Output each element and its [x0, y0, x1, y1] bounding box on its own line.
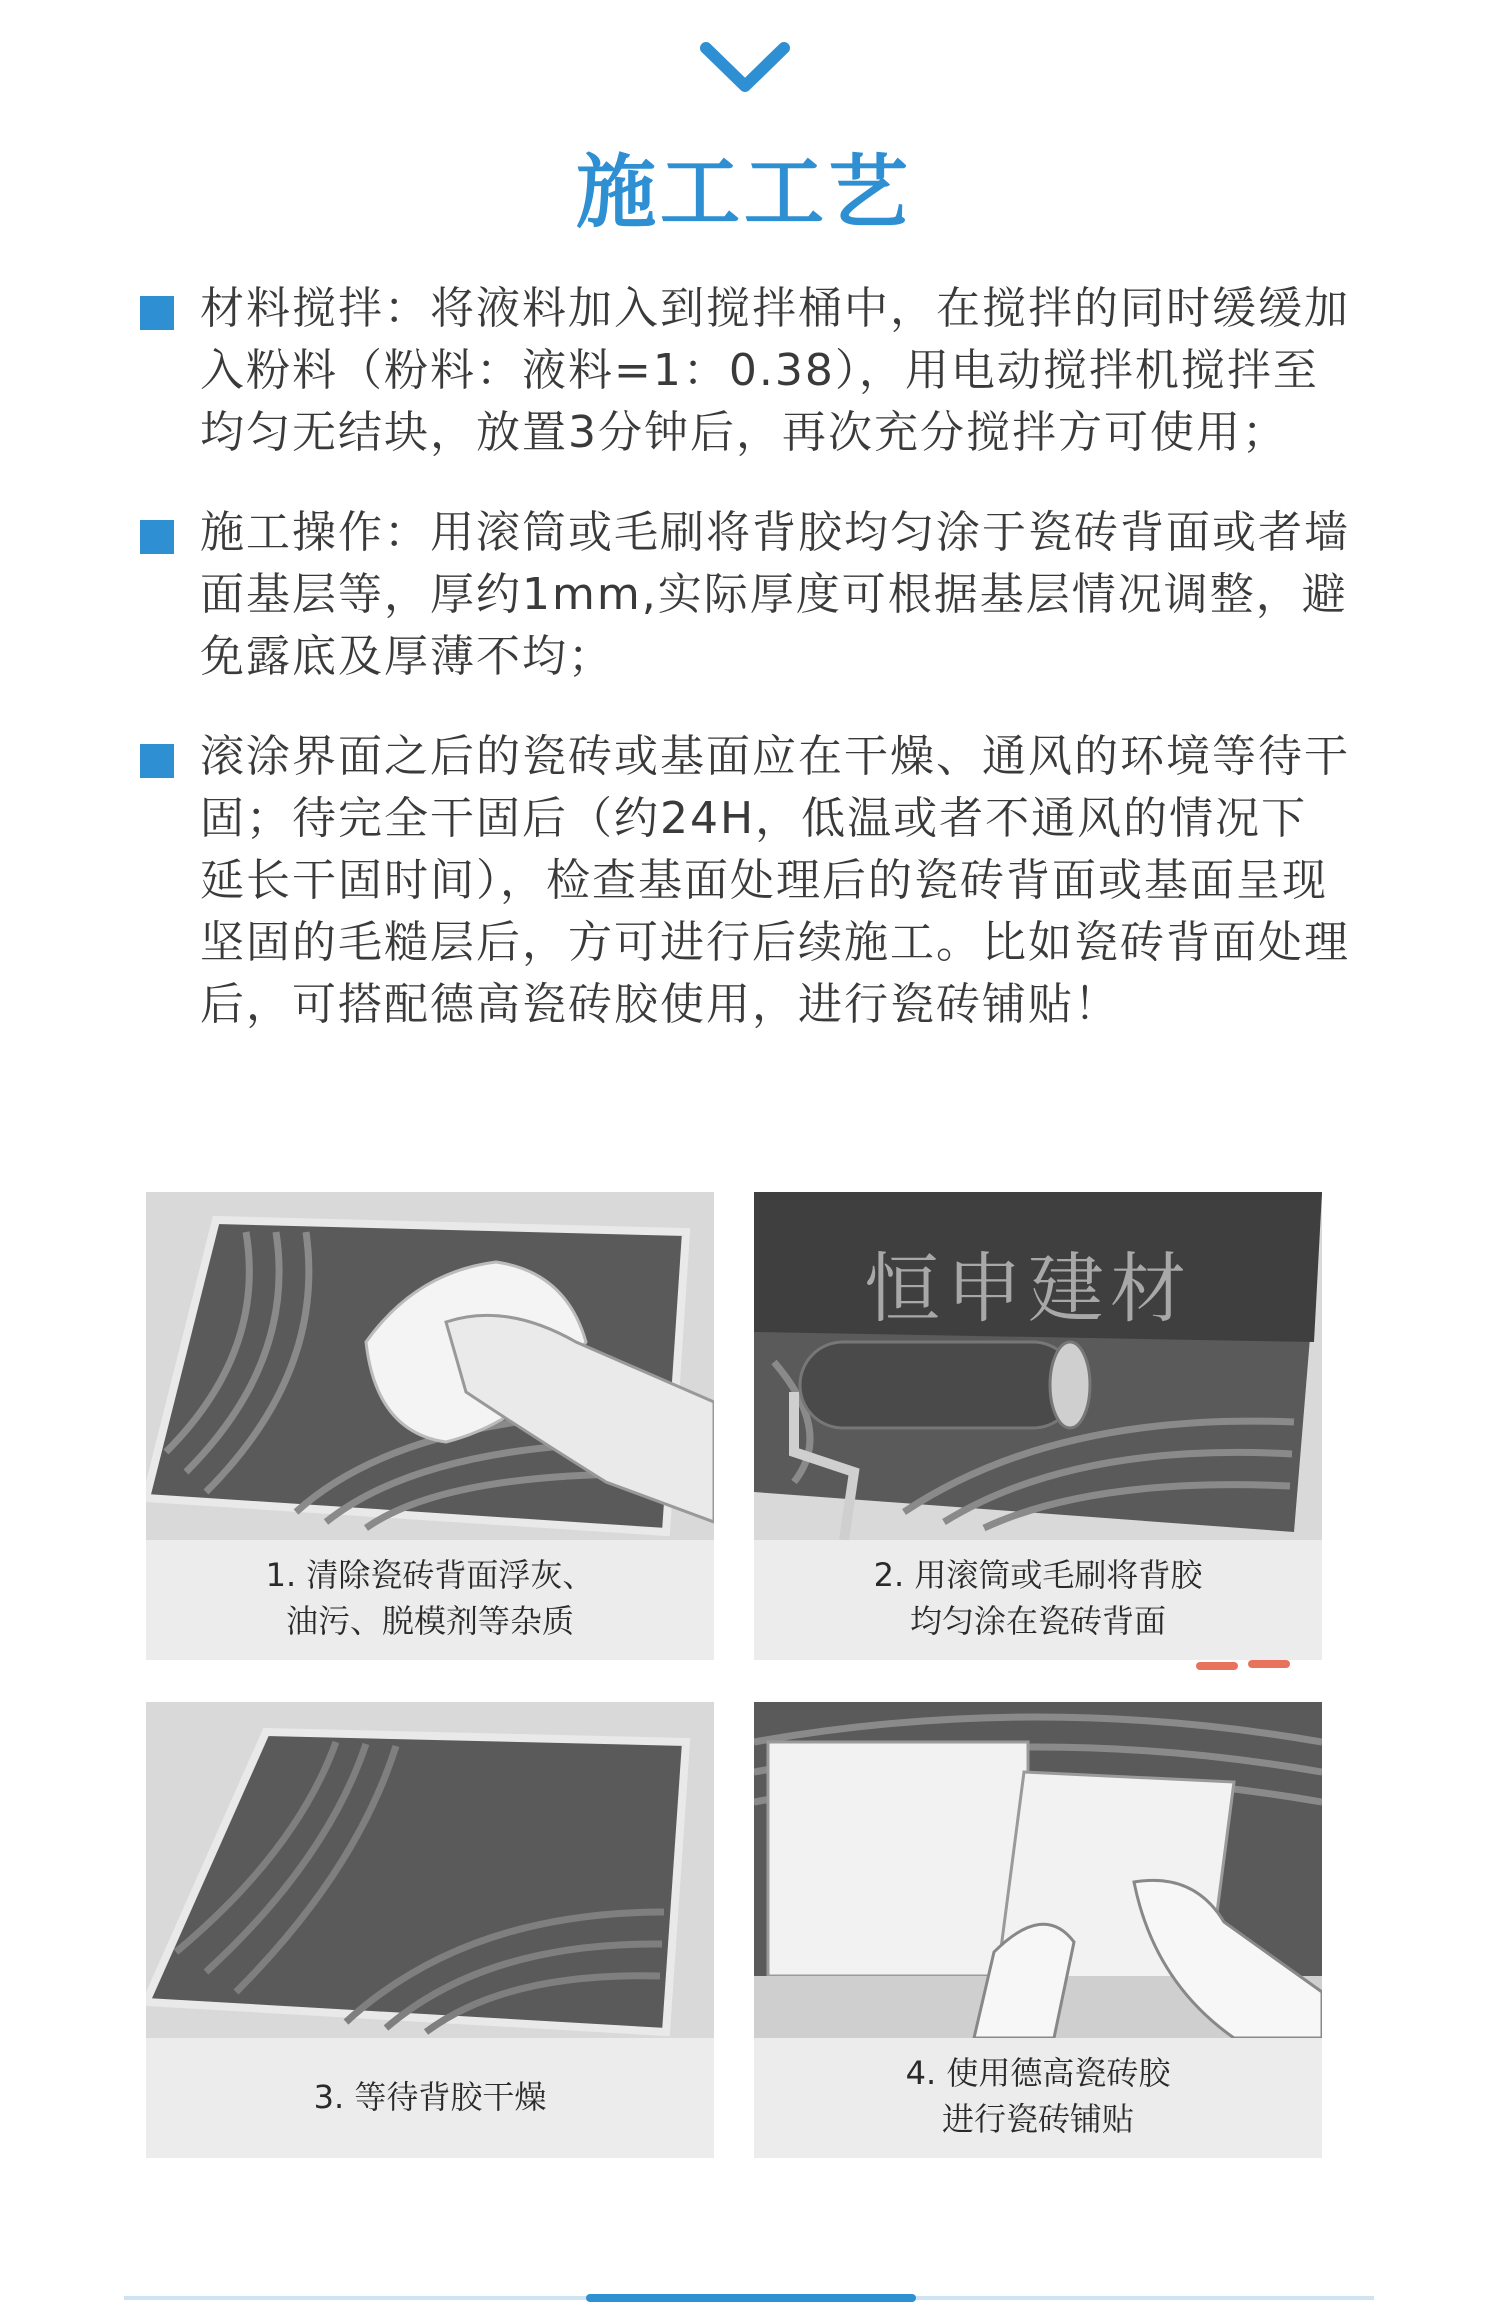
caption-line: 油污、脱模剂等杂质	[285, 1602, 574, 1640]
chevron-down-icon	[700, 40, 790, 96]
caption-line: 4. 使用德高瓷砖胶	[905, 2054, 1171, 2092]
step-text: 滚涂界面之后的瓷砖或基面应在干燥、通风的环境等待干固；待完全干固后（约24H，低温或者不通风的情况下延长干固时间），检查基面处理后的瓷砖背面或基面呈现坚固的毛糙层后，方可进行后续施工。比如瓷砖背面处理后，可搭配德高瓷砖胶使用，进行瓷砖铺贴！	[200, 731, 1350, 1030]
caption-line: 均匀涂在瓷砖背面	[909, 1602, 1166, 1640]
step-item	[140, 502, 1350, 688]
square-bullet-icon	[140, 296, 174, 330]
step-text: 材料搅拌：将液料加入到搅拌桶中，在搅拌的同时缓缓加入粉料（粉料：液料=1：0.38），用电动搅拌机搅拌至均匀无结块，放置3分钟后，再次充分搅拌方可使用；	[200, 283, 1350, 458]
caption-line: 进行瓷砖铺贴	[941, 2100, 1134, 2138]
caption-line: 2. 用滚筒或毛刷将背胶	[873, 1556, 1203, 1594]
step-item	[140, 278, 1350, 464]
page-title: 施工工艺	[576, 146, 912, 239]
caption-line: 1. 清除瓷砖背面浮灰、	[265, 1556, 595, 1594]
bottom-accent-bar	[586, 2294, 916, 2302]
illustration-panel-1	[146, 1192, 714, 1660]
illustration-panel-4	[754, 1702, 1322, 2158]
tiling-illustration	[754, 1702, 1322, 2038]
step-text: 施工操作：用滚筒或毛刷将背胶均匀涂于瓷砖背面或者墙面基层等，厚约1mm,实际厚度可根据基层情况调整，避免露底及厚薄不均；	[200, 507, 1350, 682]
panel-caption	[754, 2038, 1322, 2158]
square-bullet-icon	[140, 520, 174, 554]
bottom-divider	[124, 2296, 1374, 2300]
clean-tile-illustration	[146, 1192, 714, 1540]
watermark: 恒申建材	[864, 1244, 1192, 1333]
panel-caption	[754, 1540, 1322, 1660]
step-item	[140, 726, 1350, 1036]
caption-line: 3. 等待背胶干燥	[313, 2078, 547, 2116]
panel-caption	[146, 1540, 714, 1660]
panel-caption	[146, 2038, 714, 2158]
square-bullet-icon	[140, 744, 174, 778]
illustration-panel-3	[146, 1702, 714, 2158]
decorative-marks	[1196, 1658, 1292, 1674]
process-steps	[140, 278, 1350, 1074]
drying-illustration	[146, 1702, 714, 2038]
